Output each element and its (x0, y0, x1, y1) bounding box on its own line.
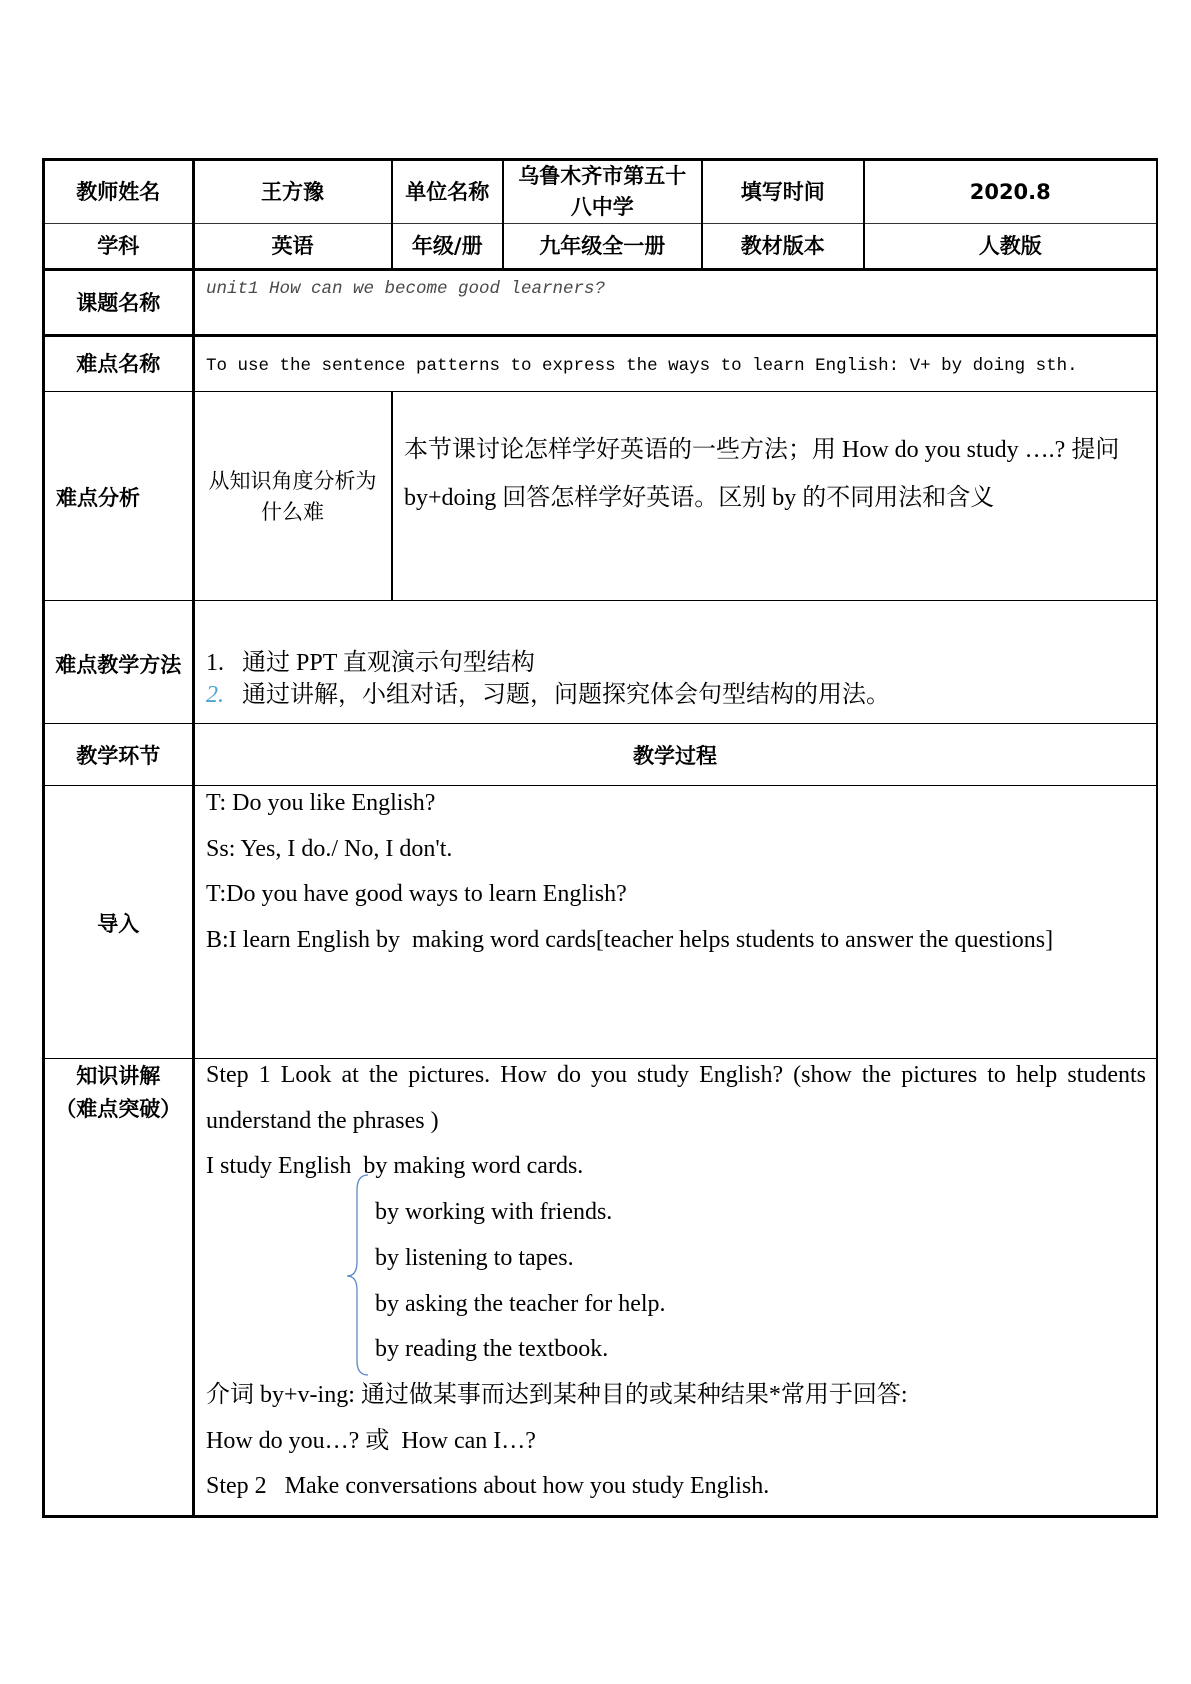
analysis-label: 难点分析 (56, 485, 140, 510)
intro-line: T:Do you have good ways to learn English? (206, 881, 627, 908)
method-text: 通过 PPT 直观演示句型结构 (242, 650, 535, 676)
analysis-text-line: by+doing 回答怎样学好英语。区别 by 的不同用法和含义 (404, 485, 995, 511)
difficulty-value: To use the sentence patterns to express the ways to learn English: V+ by doing sth. (206, 355, 1078, 376)
topic-label: 课题名称 (76, 290, 161, 315)
table-rule (1156, 158, 1159, 1518)
method-item (206, 679, 1156, 711)
table-rule (701, 158, 704, 269)
analysis-text-cell (393, 392, 1156, 600)
edition-value: 人教版 (978, 234, 1042, 258)
difficulty-label: 难点名称 (76, 351, 161, 376)
table-rule (42, 1058, 1158, 1060)
by-phrase: by asking the teacher for help. (375, 1290, 666, 1317)
table-rule (42, 334, 1158, 337)
method-text: 通过讲解，小组对话，习题，问题探究体会句型结构的用法。 (242, 682, 890, 708)
intro-line: B:I learn English by making word cards[teacher helps students to answer the questions] (206, 927, 1054, 954)
table-rule (42, 723, 1158, 725)
knowledge-sublabel: （难点突破） (55, 1096, 182, 1121)
table-rule (45, 223, 1156, 225)
intro-cell (195, 786, 1156, 1058)
teacher-name-value: 王方豫 (261, 179, 324, 204)
grade-label: 年级/册 (411, 234, 483, 258)
grammar-note: 介词 by+v-ing: 通过做某事而达到某种目的或某种结果*常用于回答: (206, 1381, 908, 1408)
methods-label: 难点教学方法 (55, 652, 182, 677)
school-name: 乌鲁木齐市第五十八中学 (518, 163, 687, 219)
method-item (206, 647, 1156, 679)
by-phrase: by working with friends. (375, 1199, 613, 1226)
intro-line: T: Do you like English? (206, 790, 436, 816)
method-number: 1. (206, 650, 224, 676)
table-rule (502, 158, 505, 269)
subject-label: 学科 (97, 234, 140, 258)
difficulty-cell (195, 337, 1156, 391)
table-rule (192, 158, 195, 1518)
table-rule (42, 785, 1158, 787)
school-cell (504, 161, 701, 223)
curly-brace-icon (340, 1168, 375, 1383)
teacher-name-label: 教师姓名 (76, 179, 161, 204)
subject-value: 英语 (271, 234, 314, 258)
knowledge-label: 知识讲解 (76, 1063, 161, 1088)
by-phrase: by reading the textbook. (375, 1336, 609, 1363)
analysis-angle-cell (195, 392, 391, 600)
table-rule (391, 158, 394, 269)
question-forms: How do you…? 或 How can I…? (206, 1427, 536, 1454)
topic-cell (195, 271, 1156, 334)
methods-cell (195, 601, 1156, 723)
step2-line: Step 2 Make conversations about how you study English. (206, 1473, 770, 1500)
process-header-label: 教学过程 (633, 744, 717, 769)
example-sentence: I study English by making word cards. (206, 1153, 584, 1180)
table-rule (42, 158, 1158, 161)
intro-content (206, 781, 1053, 964)
stage-header-label: 教学环节 (76, 744, 161, 769)
table-rule (42, 1515, 1158, 1518)
knowledge-label-cell (45, 1059, 192, 1515)
intro-line: Ss: Yes, I do./ No, I don't. (206, 835, 453, 862)
step1-line: understand the phrases ) (206, 1107, 439, 1134)
analysis-angle: 从知识角度分析为什么难 (208, 469, 377, 525)
table-rule (42, 391, 1158, 393)
fill-date-label: 填写时间 (740, 179, 825, 204)
step1-line: Step 1 Look at the pictures. How do you study English? (show the pictures to help students (206, 1062, 1146, 1088)
edition-label: 教材版本 (740, 234, 825, 258)
intro-label: 导入 (97, 911, 140, 936)
school-label: 单位名称 (405, 179, 490, 204)
table-rule (391, 391, 394, 600)
method-number: 2. (206, 682, 224, 708)
topic-value: unit1 How can we become good learners? (206, 279, 606, 299)
table-rule (863, 158, 866, 269)
table-rule (42, 268, 1158, 271)
grade-value: 九年级全一册 (539, 234, 666, 258)
knowledge-cell (195, 1059, 1156, 1515)
table-rule (42, 600, 1158, 602)
analysis-text-line: 本节课讨论怎样学好英语的一些方法；用 How do you study ….? 提问 (404, 437, 1120, 463)
fill-date-value: 2020.8 (969, 179, 1051, 204)
by-phrase: by listening to tapes. (375, 1244, 574, 1271)
table-rule (42, 158, 45, 1518)
